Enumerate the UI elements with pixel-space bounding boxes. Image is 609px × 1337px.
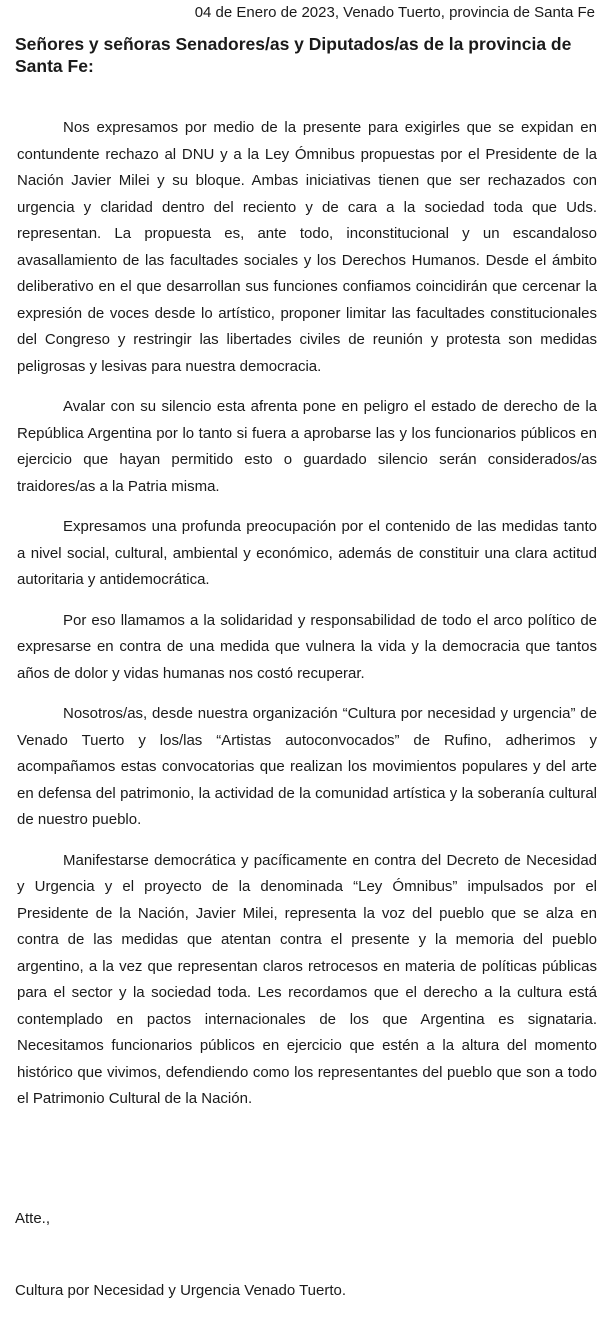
paragraph-4: Por eso llamamos a la solidaridad y responsabilidad de todo el arco político de expresarse en contra de una medida que vulnera la vida y la democracia que tantos años de dolor y vidas humanas nos costó recuperar. bbox=[17, 611, 597, 682]
paragraph-1: Nos expresamos por medio de la presente para exigirles que se expidan en contundente rechazo al DNU y a la Ley Ómnibus propuestas por el Presidente de la Nación Javier Milei y su bloque. Ambas iniciativas tienen que ser rechazados con urgencia y claridad dentro del reciento y de cara a la sociedad toda que Uds. representan. La propuesta es, ante todo, inconstitucional y un escandaloso avasallamiento de las facultades sociales y los Derechos Humanos. Desde el ámbito deliberativo en el que desarrollan sus funciones confiamos coincidirán que cercenar la expresión de voces desde lo artístico, proponer limitar las facultades constitucionales del Congreso y restringir las libertades civiles de reunión y protesta son medidas peligrosas y lesivas para nuestra democracia. bbox=[17, 119, 597, 375]
letter-body bbox=[17, 115, 597, 1127]
paragraph-3: Expresamos una profunda preocupación por el contenido de las medidas tanto a nivel social, cultural, ambiental y económico, además de constituir una clara actitud autoritaria y antidemocrática. bbox=[17, 518, 597, 588]
paragraph-6: Manifestarse democrática y pacíficamente en contra del Decreto de Necesidad y Urgencia y el proyecto de la denominada “Ley Ómnibus” impulsados por el Presidente de la Nación, Javier Milei, representa la voz del pueblo que se alza en contra de las medidas que atentan contra el presente y la memoria del pueblo argentino, a la vez que representan claros retrocesos en materia de políticas públicas para el sector y la sociedad toda. Les recordamos que el derecho a la cultura está contemplado en pactos internacionales de los que Argentina es signataria. Necesitamos funcionarios públicos en ejercicio que estén a la altura del momento histórico que vivimos, defendiendo como los representantes del pueblo que son a todo el Patrimonio Cultural de la Nación. bbox=[17, 851, 597, 1107]
date-line: 04 de Enero de 2023, Venado Tuerto, provincia de Santa Fe bbox=[194, 4, 595, 21]
closing: Atte., bbox=[15, 1210, 51, 1227]
paragraph-2: Avalar con su silencio esta afrenta pone en peligro el estado de derecho de la República Argentina por lo tanto si fuera a aprobarse las y los funcionarios públicos en ejercicio que hayan permitido esto o guardado silencio serán considerados/as traidores/as a la Patria misma. bbox=[17, 398, 597, 495]
salutation: Señores y señoras Senadores/as y Diputados/as de la provincia de Santa Fe: bbox=[15, 34, 572, 76]
paragraph-5: Nosotros/as, desde nuestra organización “Cultura por necesidad y urgencia” de Venado Tuerto y los/las “Artistas autoconvocados” de Rufino, adherimos y acompañamos estas convocatorias que realizan los movimientos populares y del arte en defensa del patrimonio, la actividad de la comunidad artística y la soberanía cultural de nuestro pueblo. bbox=[17, 705, 597, 828]
signature: Cultura por Necesidad y Urgencia Venado Tuerto. bbox=[15, 1282, 347, 1299]
